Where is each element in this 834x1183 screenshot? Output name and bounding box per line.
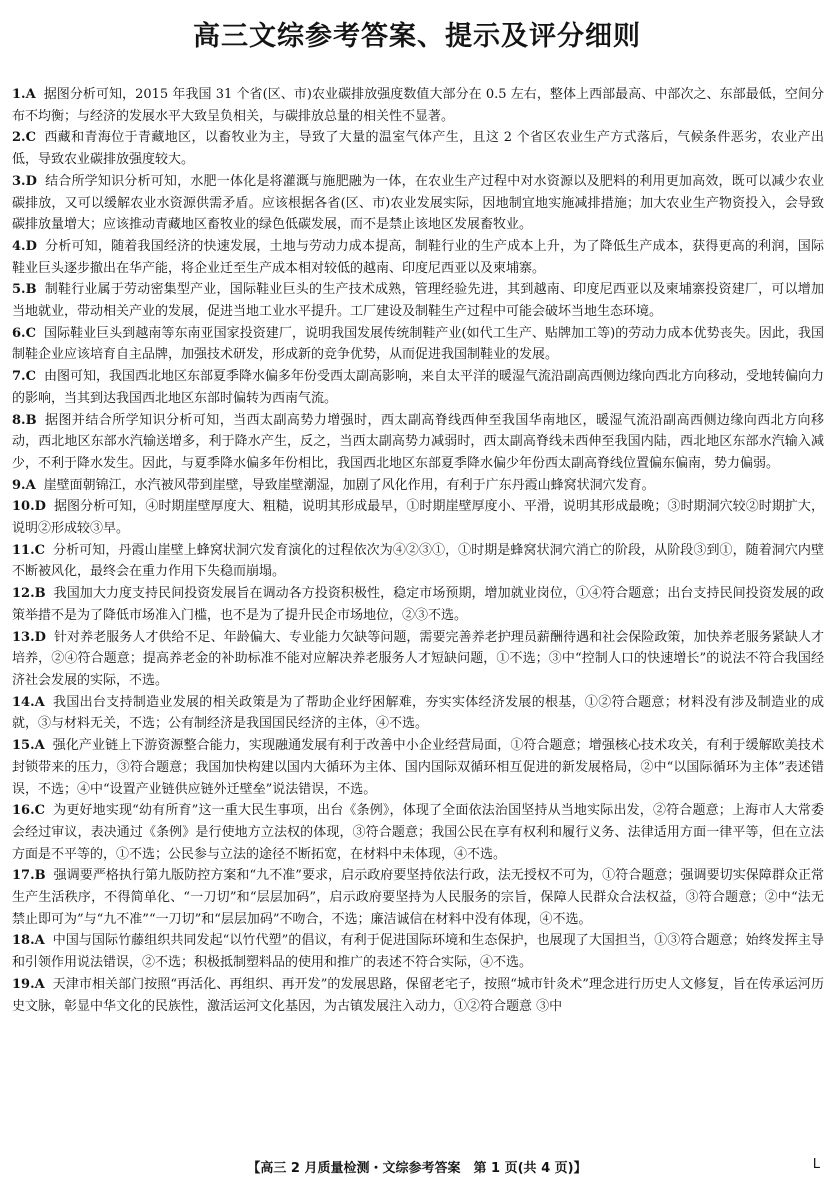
answer-item: 13.D 针对养老服务人才供给不足、年龄偏大、专业能力欠缺等问题，需要完善养老护理员薪酬待遇和社会保险政策，加快养老服务紧缺人才培养，②④符合题意；提高养老金的补助标准不能对应解决养老服务人才短缺问题，①不选；③中“控制人口的快速增长”的说法不符合我国经济社会发展的实际，不选。 [12, 629, 824, 688]
page-footer [0, 1157, 834, 1176]
answer-item: 1.A 据图分析可知，2015 年我国 31 个省(区、市)农业碳排放强度数值大部分在 0.5 左右，整体上西部最高、中部次之、东部最低，空间分布不均衡；与经济的发展水平大致呈负相关，与碳排放总量的相关性不显著。 [12, 87, 824, 124]
answer-item: 16.C 为更好地实现“幼有所育”这一重大民生事项，出台《条例》，体现了全面依法治国坚持从当地实际出发，②符合题意；上海市人大常委会经过审议，表决通过《条例》是行使地方立法权的体现，③符合题意；我国公民在享有权利和履行义务、法律适用方面一律平等，但在立法方面是不平等的，①不选；公民参与立法的途径不断拓宽，在材料中未体现，④不选。 [12, 803, 824, 862]
answer-item: 5.B 制鞋行业属于劳动密集型产业，国际鞋业巨头的生产技术成熟，管理经验先进，其到越南、印度尼西亚以及柬埔寨投资建厂，可以增加当地就业，带动相关产业的发展，促进当地工业水平提升。工厂建设及制鞋生产过程中可能会破坏当地生态环境。 [12, 282, 824, 320]
answer-item: 14.A 我国出台支持制造业发展的相关政策是为了帮助企业纾困解难，夯实实体经济发展的根基，①②符合题意；材料没有涉及制造业的成就，③与材料无关，不选；公有制经济是我国国民经济的主体，④不选。 [12, 694, 824, 732]
answer-item: 3.D 结合所学知识分析可知，水肥一体化是将灌溉与施肥融为一体，在农业生产过程中对水资源以及肥料的利用更加高效，既可以减少农业碳排放，又可以缓解农业水资源供需矛盾。应该根据各省(区、市)农业发展实际，因地制宜地实施减排措施；加大农业生产物资投入，会导致碳排放量增大；应该推动青藏地区畜牧业的绿色低碳发展，而不是禁止该地区发展畜牧业。 [12, 173, 824, 233]
answer-item: 10.D 据图分析可知，④时期崖壁厚度大、粗糙，说明其形成最早，①时期崖壁厚度小、平滑，说明其形成最晚；③时期洞穴较②时期扩大，说明②形成较③早。 [12, 499, 824, 537]
answer-item: 15.A 强化产业链上下游资源整合能力，实现融通发展有利于改善中小企业经营局面，①符合题意；增强核心技术攻关，有利于缓解欧美技术封锁带来的压力，③符合题意；我国加快构建以国内大循环为主体、国内国际双循环相互促进的新发展格局，②中“以国际循环为主体”表述错误，不选；④中“设置产业链供应链外迁壁垒”说法错误，不选。 [12, 738, 824, 797]
answer-item: 11.C 分析可知，丹霞山崖壁上蜂窝状洞穴发育演化的过程依次为④②③①，①时期是蜂窝状洞穴消亡的阶段，从阶段③到①，随着洞穴内壁不断被风化，最终会在重力作用下失稳而崩塌。 [12, 542, 824, 580]
answer-item: 4.D 分析可知，随着我国经济的快速发展，土地与劳动力成本提高，制鞋行业的生产成本上升，为了降低生产成本，获得更高的利润，国际鞋业巨头逐步撤出在华产能，将企业迁至生产成本相对较低的越南、印度尼西亚以及柬埔寨。 [12, 238, 824, 276]
answer-item: 6.C 国际鞋业巨头到越南等东南亚国家投资建厂，说明我国发展传统制鞋产业(如代工生产、贴牌加工等)的劳动力成本优势丧失。因此，我国制鞋企业应该培育自主品牌，加强技术研发，形成新的竞争优势，从而促进我国制鞋业的发展。 [12, 325, 824, 363]
answer-item: 19.A 天津市相关部门按照“再活化、再组织、再开发”的发展思路，保留老宅子，按照“城市针灸术”理念进行历史人文修复，旨在传承运河历史文脉，彰显中华文化的民族性，激活运河文化基因，为古镇发展注入动力，①②符合题意 ③中 [12, 976, 824, 1014]
answer-item: 17.B 强调要严格执行第九版防控方案和“九不准”要求，启示政府要坚持依法行政，法无授权不可为，①符合题意；强调要切实保障群众正常生产生活秩序，不得简单化、“一刀切”和“层层加码”，启示政府要坚持为人民服务的宗旨，保障人民群众合法权益，③符合题意；②中“法无禁止即可为”与“九不准”“一刀切”和“层层加码”不吻合，不选；廉洁诚信在材料中没有体现，④不选。 [12, 868, 824, 927]
footer-mark: L [812, 1157, 820, 1172]
answer-item: 18.A 中国与国际竹藤组织共同发起“以竹代塑”的倡议，有利于促进国际环境和生态保护，也展现了大国担当，①③符合题意；始终发挥主导和引领作用说法错误，②不选；积极抵制塑料品的使用和推广的表述不符合实际，④不选。 [12, 933, 824, 971]
answer-list [12, 84, 824, 1017]
answer-item: 8.B 据图并结合所学知识分析可知，当西太副高势力增强时，西太副高脊线西伸至我国华南地区，暖湿气流沿副高西侧边缘向西北方向移动，西北地区东部水汽输送增多，利于降水产生，反之，当西太副高势力减弱时，西太副高脊线未西伸至我国内陆，西北地区东部水汽输入减少，不利于降水发生。因此，与夏季降水偏多年份相比，我国西北地区东部夏季降水偏少年份西太副高脊线位置偏东偏南，势力偏弱。 [12, 412, 824, 471]
footer-text: 【高三 2 月质量检测・文综参考答案 第 1 页(共 4 页)】 [247, 1161, 587, 1176]
answer-item: 9.A 崖壁面朝锦江，水汽被风带到崖壁，导致崖壁潮湿，加剧了风化作用，有利于广东丹霞山蜂窝状洞穴发育。 [12, 477, 655, 493]
answer-item: 2.C 西藏和青海位于青藏地区，以畜牧业为主，导致了大量的温室气体产生，且这 2 个省区农业生产方式落后，气候条件恶劣，农业产出低，导致农业碳排放强度较大。 [12, 130, 824, 168]
answer-item: 12.B 我国加大力度支持民间投资发展旨在调动各方投资积极性，稳定市场预期，增加就业岗位，①④符合题意；出台支持民间投资发展的政策举措不是为了降低市场准入门槛，也不是为了提升民企市场地位，②③不选。 [12, 586, 824, 623]
answer-item: 7.C 由图可知，我国西北地区东部夏季降水偏多年份受西太副高影响，来自太平洋的暖湿气流沿副高西侧边缘向西北方向移动，受地转偏向力的影响，当其到达我国西北地区东部时偏转为西南气流。 [12, 369, 824, 406]
page-title: 高三文综参考答案、提示及评分细则 [193, 21, 641, 52]
